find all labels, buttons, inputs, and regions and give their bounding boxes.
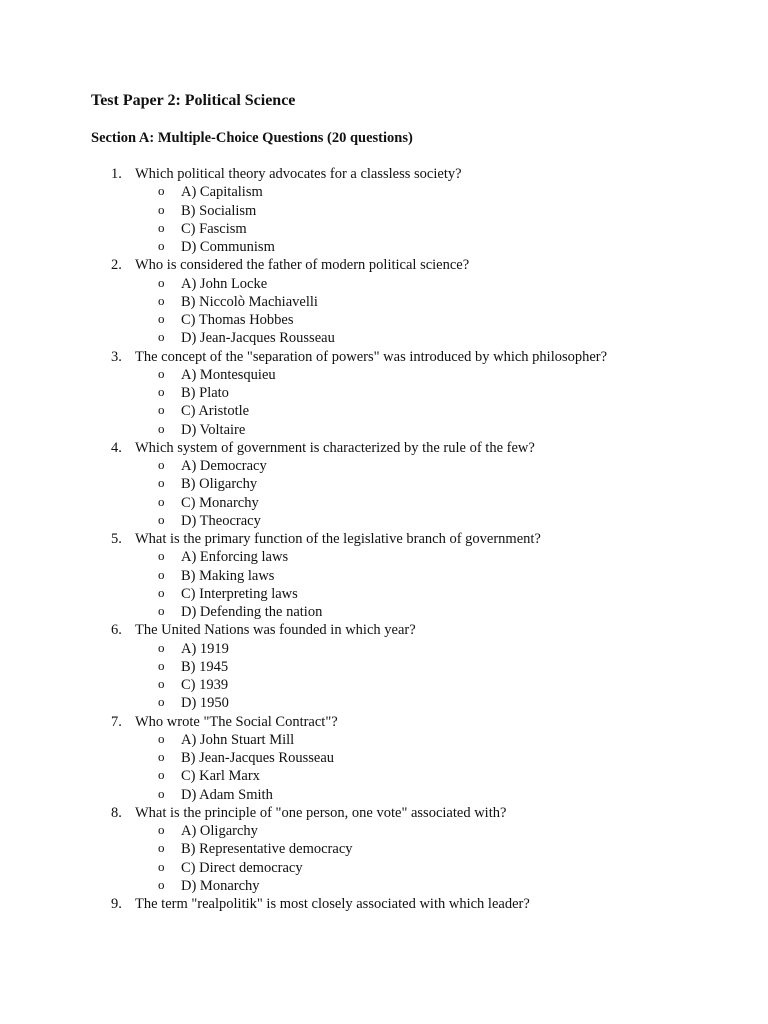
option-bullet: o <box>158 493 165 509</box>
option-text: A) Capitalism <box>181 184 263 201</box>
option-list <box>0 822 768 895</box>
option-bullet: o <box>158 420 165 436</box>
option-bullet: o <box>158 822 165 837</box>
section-heading: Section A: Multiple-Choice Questions (20 questions) <box>91 130 413 146</box>
option-item <box>0 585 768 603</box>
option-item <box>0 293 768 311</box>
question-item <box>0 804 768 895</box>
option-list <box>0 275 768 348</box>
option-text: B) Representative democracy <box>181 841 353 858</box>
option-text: C) Karl Marx <box>181 768 260 785</box>
option-item <box>0 421 768 439</box>
question-item <box>0 713 768 804</box>
question-text: Who wrote "The Social Contract"? <box>135 713 338 730</box>
question-number: 1. <box>111 166 122 182</box>
option-item <box>0 567 768 585</box>
question-text: Which political theory advocates for a classless society? <box>135 166 462 182</box>
question-text: What is the primary function of the legislative branch of government? <box>135 531 541 547</box>
option-bullet: o <box>158 329 165 345</box>
option-list <box>0 731 768 804</box>
option-text: B) Oligarchy <box>181 476 258 493</box>
option-text: C) Direct democracy <box>181 859 303 876</box>
option-item <box>0 658 768 676</box>
option-text: B) 1945 <box>181 658 229 675</box>
question-row <box>0 713 768 731</box>
question-number: 9. <box>111 896 122 912</box>
option-item <box>0 275 768 293</box>
option-list <box>0 366 768 439</box>
question-row <box>0 439 768 457</box>
option-bullet: o <box>158 840 165 856</box>
option-bullet: o <box>158 238 165 253</box>
option-item <box>0 859 768 877</box>
option-item <box>0 366 768 384</box>
question-row <box>0 256 768 274</box>
option-bullet: o <box>158 566 165 582</box>
option-text: A) Enforcing laws <box>181 549 289 566</box>
option-text: B) Socialism <box>181 202 257 219</box>
option-bullet: o <box>158 183 165 199</box>
option-bullet: o <box>158 767 165 783</box>
option-bullet: o <box>158 603 165 618</box>
option-bullet: o <box>158 475 165 491</box>
option-item <box>0 494 768 512</box>
question-row <box>0 348 768 366</box>
question-text: What is the principle of "one person, one vote" associated with? <box>135 804 507 821</box>
option-list <box>0 183 768 256</box>
option-bullet: o <box>158 384 165 399</box>
option-text: A) John Locke <box>181 275 268 292</box>
option-bullet: o <box>158 274 165 290</box>
option-text: A) Montesquieu <box>181 366 276 383</box>
option-bullet: o <box>158 584 165 600</box>
option-item <box>0 877 768 895</box>
option-text: D) Theocracy <box>181 512 261 529</box>
option-bullet: o <box>158 457 165 472</box>
option-bullet: o <box>158 511 165 527</box>
question-row <box>0 804 768 822</box>
option-bullet: o <box>158 311 165 326</box>
option-bullet: o <box>158 201 165 217</box>
question-item <box>0 439 768 530</box>
option-bullet: o <box>158 548 165 564</box>
question-text: The term "realpolitik" is most closely associated with which leader? <box>135 896 530 912</box>
page-title: Test Paper 2: Political Science <box>91 92 296 109</box>
option-text: A) Oligarchy <box>181 823 258 839</box>
option-text: D) Adam Smith <box>181 786 273 803</box>
option-item <box>0 749 768 767</box>
option-list <box>0 548 768 621</box>
question-row <box>0 621 768 639</box>
option-bullet: o <box>158 639 165 655</box>
question-number: 3. <box>111 348 122 365</box>
option-bullet: o <box>158 749 165 764</box>
option-item <box>0 183 768 201</box>
option-item <box>0 402 768 420</box>
question-text: Who is considered the father of modern political science? <box>135 257 470 274</box>
question-item <box>0 165 768 256</box>
question-number: 6. <box>111 622 122 639</box>
option-text: B) Jean-Jacques Rousseau <box>181 750 335 766</box>
option-text: B) Niccolò Machiavelli <box>181 293 318 310</box>
option-text: C) Monarchy <box>181 494 259 511</box>
option-item <box>0 731 768 749</box>
option-list <box>0 640 768 713</box>
option-text: D) Jean-Jacques Rousseau <box>181 330 335 347</box>
option-text: D) 1950 <box>181 695 229 712</box>
question-number: 4. <box>111 439 122 456</box>
option-item <box>0 457 768 475</box>
option-item <box>0 238 768 256</box>
option-bullet: o <box>158 858 165 874</box>
option-item <box>0 475 768 493</box>
option-item <box>0 220 768 238</box>
question-number: 7. <box>111 713 122 730</box>
option-text: D) Voltaire <box>181 421 246 438</box>
option-item <box>0 767 768 785</box>
option-item <box>0 202 768 220</box>
option-item <box>0 840 768 858</box>
question-number: 8. <box>111 804 122 821</box>
option-item <box>0 384 768 402</box>
option-bullet: o <box>158 219 165 235</box>
option-text: C) Interpreting laws <box>181 585 298 602</box>
option-text: C) Fascism <box>181 220 247 237</box>
option-text: D) Monarchy <box>181 877 260 894</box>
option-bullet: o <box>158 785 165 801</box>
option-bullet: o <box>158 657 165 673</box>
option-item <box>0 786 768 804</box>
option-bullet: o <box>158 876 165 892</box>
option-item <box>0 640 768 658</box>
question-text: The United Nations was founded in which year? <box>135 622 416 639</box>
option-text: B) Making laws <box>181 567 275 584</box>
question-item <box>0 530 768 621</box>
question-row <box>0 530 768 548</box>
option-bullet: o <box>158 730 165 746</box>
option-text: D) Defending the nation <box>181 604 323 620</box>
option-bullet: o <box>158 694 165 710</box>
option-item <box>0 329 768 347</box>
option-bullet: o <box>158 365 165 381</box>
option-text: A) Democracy <box>181 458 267 474</box>
option-text: D) Communism <box>181 239 275 255</box>
option-text: B) Plato <box>181 385 229 401</box>
question-number: 2. <box>111 257 122 274</box>
option-item <box>0 676 768 694</box>
question-list <box>0 165 768 913</box>
option-text: A) John Stuart Mill <box>181 731 295 748</box>
option-item <box>0 603 768 621</box>
option-item <box>0 311 768 329</box>
option-item <box>0 822 768 840</box>
option-text: C) Thomas Hobbes <box>181 312 294 328</box>
option-item <box>0 548 768 566</box>
option-bullet: o <box>158 292 165 308</box>
option-list <box>0 457 768 530</box>
question-item <box>0 256 768 347</box>
question-item <box>0 895 768 913</box>
question-item <box>0 348 768 439</box>
question-number: 5. <box>111 531 122 547</box>
option-item <box>0 512 768 530</box>
question-text: Which system of government is characterized by the rule of the few? <box>135 439 535 456</box>
option-text: C) 1939 <box>181 677 229 693</box>
question-item <box>0 621 768 712</box>
option-bullet: o <box>158 676 165 691</box>
option-text: A) 1919 <box>181 640 229 657</box>
option-text: C) Aristotle <box>181 403 250 420</box>
question-row <box>0 895 768 913</box>
option-bullet: o <box>158 402 165 418</box>
question-text: The concept of the "separation of powers" was introduced by which philosopher? <box>135 348 608 365</box>
question-row <box>0 165 768 183</box>
option-item <box>0 694 768 712</box>
